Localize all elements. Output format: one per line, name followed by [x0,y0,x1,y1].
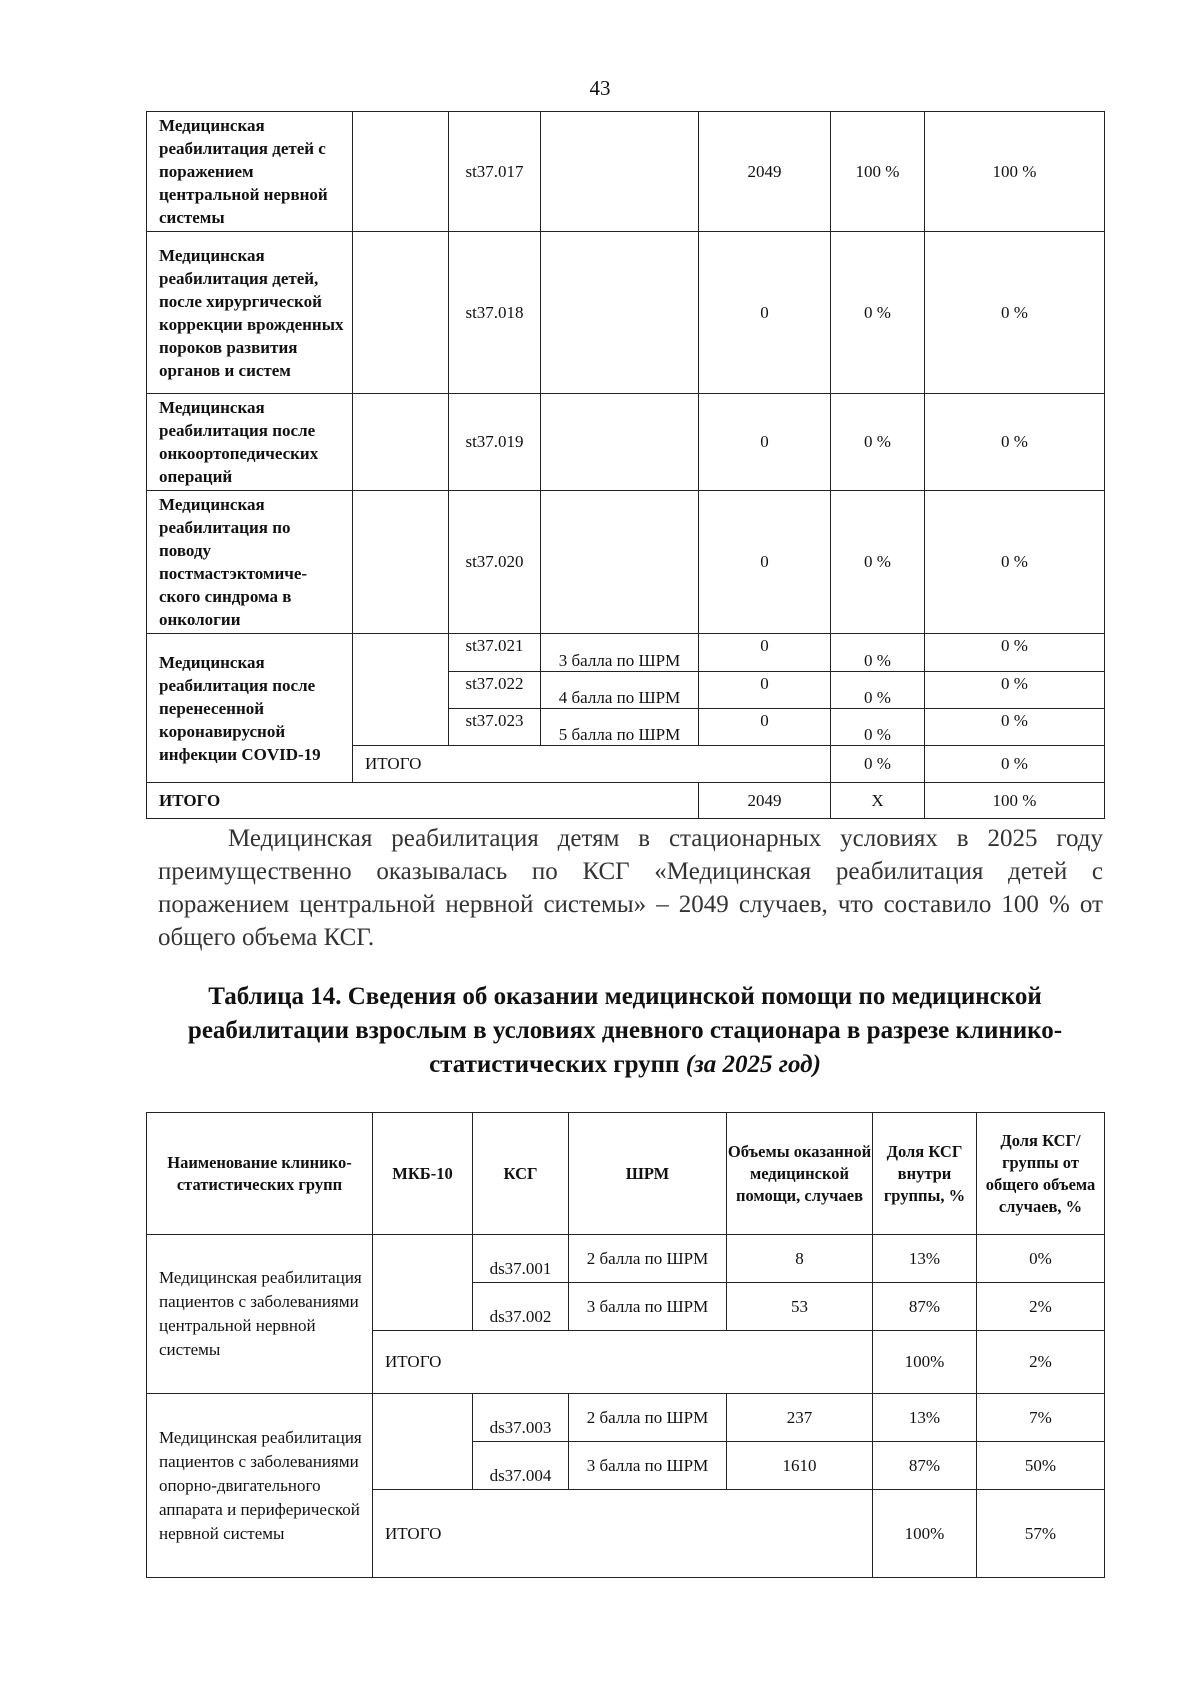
mkb-cell [353,634,449,746]
group-name: Медицинская реабилитация после онкоортопедических операций [147,394,353,491]
mkb-cell [373,1235,473,1331]
header-shrm: ШРМ [569,1113,727,1235]
itogo-label: ИТОГО [373,1331,873,1394]
group-name: Медицинская реабилитация детей с поражением центральной нервной системы [147,112,353,232]
shrm-cell: 3 балла по ШРМ [541,634,699,672]
volume-cell: 0 [699,709,831,746]
shrm-cell: 3 балла по ШРМ [569,1442,727,1490]
table-14-caption [146,980,1104,1082]
share-total-cell: 7% [977,1394,1105,1442]
header-share-total: Доля КСГ/группы от общего объема случаев, % [977,1113,1105,1235]
volume-cell: 1610 [727,1442,873,1490]
ksg-code: ds37.004 [473,1442,569,1490]
share-total-cell: 2% [977,1331,1105,1394]
share-group-cell: 87% [873,1442,977,1490]
share-total-cell: 0 % [925,232,1105,394]
summary-paragraph: Медицинская реабилитация детям в стационарных условиях в 2025 году преимущественно оказывалась по КСГ «Медицинская реабилитация детей с поражением центральной нервной системы» – 2049 случаев, что составило 100 % от общего объема КСГ. [158,825,1103,951]
page-number: 43 [589,76,611,100]
group-name: Медицинская реабилитация детей, после хирургической коррекции врожденных пороков развития органов и систем [147,232,353,394]
table-row [147,491,1105,634]
share-group-cell: 100 % [831,112,925,232]
ksg-code: st37.020 [449,491,541,634]
volume-cell: 237 [727,1394,873,1442]
share-group-cell: 0 % [831,394,925,491]
share-total-cell: 57% [977,1490,1105,1578]
volume-cell: 0 [699,232,831,394]
ksg-code: st37.019 [449,394,541,491]
mkb-cell [373,1394,473,1490]
shrm-cell: 2 балла по ШРМ [569,1394,727,1442]
total-label: ИТОГО [147,783,699,819]
header-volume: Объемы оказанной медицинской помощи, случаев [727,1113,873,1235]
share-group-cell: 0 % [831,634,925,672]
table-row [147,634,1105,672]
volume-cell: 0 [699,394,831,491]
itogo-label: ИТОГО [373,1490,873,1578]
share-group-cell: 0 % [831,672,925,709]
caption-period: (за 2025 год) [685,1051,821,1078]
ksg-code: st37.017 [449,112,541,232]
volume-cell: 2049 [699,783,831,819]
share-group-cell: 0 % [831,491,925,634]
shrm-cell [541,491,699,634]
itogo-label: ИТОГО [353,746,831,783]
table-row [147,112,1105,232]
share-total-cell: 2% [977,1283,1105,1331]
share-total-cell: 0 % [925,394,1105,491]
mkb-cell [353,394,449,491]
share-total-cell: 100 % [925,783,1105,819]
share-total-cell: 0 % [925,634,1105,672]
share-group-cell: 0 % [831,232,925,394]
volume-cell: 0 [699,634,831,672]
mkb-cell [353,112,449,232]
volume-cell: 2049 [699,112,831,232]
share-group-cell: 87% [873,1283,977,1331]
header-share-group: Доля КСГ внутри группы, % [873,1113,977,1235]
ksg-code: st37.018 [449,232,541,394]
volume-cell: 0 [699,491,831,634]
caption-text: Таблица 14. Сведения об оказании медицинской помощи по медицинской реабилитации взрослым в условиях дневного стационара в разрезе клинико- статистических групп [187,983,1063,1078]
table-row [147,1235,1105,1283]
share-total-cell: 0% [977,1235,1105,1283]
share-group-cell: 13% [873,1394,977,1442]
ksg-code: st37.022 [449,672,541,709]
share-total-cell: 100 % [925,112,1105,232]
ksg-code: ds37.001 [473,1235,569,1283]
share-group-cell: 100% [873,1490,977,1578]
volume-cell: 53 [727,1283,873,1331]
shrm-cell: 2 балла по ШРМ [569,1235,727,1283]
table-14 [146,1112,1105,1578]
group-name: Медицинская реабилитация после перенесенной коронавирусной инфекции COVID-19 [147,634,353,783]
ksg-code: ds37.002 [473,1283,569,1331]
share-group-cell: 13% [873,1235,977,1283]
shrm-cell [541,232,699,394]
header-mkb: МКБ-10 [373,1113,473,1235]
shrm-cell [541,112,699,232]
shrm-cell [541,394,699,491]
header-ksg: КСГ [473,1113,569,1235]
shrm-cell: 5 балла по ШРМ [541,709,699,746]
shrm-cell: 4 балла по ШРМ [541,672,699,709]
table-row [147,783,1105,819]
share-group-cell: 0 % [831,746,925,783]
volume-cell: 0 [699,672,831,709]
table-row [147,394,1105,491]
group-name: Медицинская реабилитация пациентов с заболеваниями опорно-двигательного аппарата и периферической нервной системы [147,1394,373,1578]
share-group-cell: 0 % [831,709,925,746]
share-group-cell: 100% [873,1331,977,1394]
group-name: Медицинская реабилитация по поводу постмастэктомиче-ского синдрома в онкологии [147,491,353,634]
table-row [147,1394,1105,1442]
mkb-cell [353,232,449,394]
ksg-table-continued [146,111,1105,819]
share-total-cell: 0 % [925,672,1105,709]
mkb-cell [353,491,449,634]
share-total-cell: 0 % [925,709,1105,746]
volume-cell: 8 [727,1235,873,1283]
share-total-cell: 50% [977,1442,1105,1490]
shrm-cell: 3 балла по ШРМ [569,1283,727,1331]
share-total-cell: 0 % [925,746,1105,783]
table-row [147,232,1105,394]
header-name: Наименование клинико-статистических групп [147,1113,373,1235]
table-header-row [147,1113,1105,1235]
ksg-code: st37.021 [449,634,541,672]
ksg-code: st37.023 [449,709,541,746]
share-total-cell: 0 % [925,491,1105,634]
ksg-code: ds37.003 [473,1394,569,1442]
share-group-cell: Х [831,783,925,819]
group-name: Медицинская реабилитация пациентов с заболеваниями центральной нервной системы [147,1235,373,1394]
